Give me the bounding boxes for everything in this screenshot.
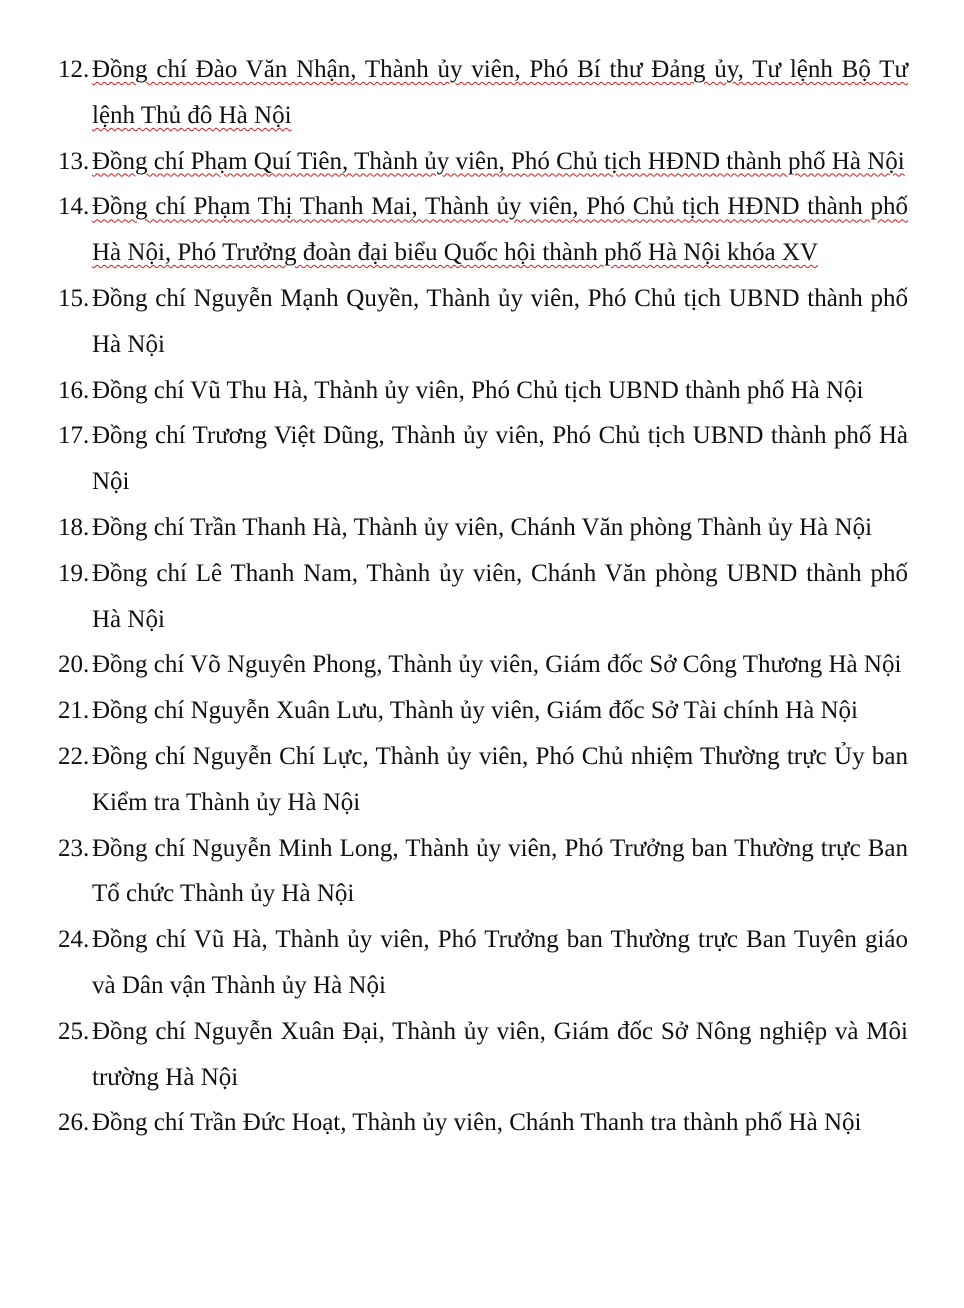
item-text[interactable]: Đồng chí Nguyễn Chí Lực, Thành ủy viên, Phó Chủ nhiệm Thường trực Ủy ban Kiểm tra Thành ủy Hà Nội [92, 742, 908, 816]
item-text[interactable]: Đồng chí Phạm Thị Thanh Mai, Thành ủy viên, Phó Chủ tịch HĐND thành phố Hà Nội, Phó Trưởng đoàn đại biểu Quốc hội thành phố Hà Nội khóa XV [92, 193, 908, 267]
list-item [58, 276, 908, 368]
item-number: 17. [58, 422, 90, 450]
item-number: 24. [58, 926, 90, 954]
item-number: 25. [58, 1017, 90, 1045]
list-item [58, 505, 908, 551]
member-list [58, 47, 908, 1146]
list-item [58, 642, 908, 688]
list-item [58, 1009, 908, 1101]
item-number: 12. [58, 56, 90, 83]
item-number: 22. [58, 742, 90, 770]
list-item [58, 413, 908, 505]
item-text[interactable]: Đồng chí Trương Việt Dũng, Thành ủy viên, Phó Chủ tịch UBND thành phố Hà Nội [92, 422, 908, 496]
item-text[interactable]: Đồng chí Trần Đức Hoạt, Thành ủy viên, Chánh Thanh tra thành phố Hà Nội [92, 1109, 862, 1137]
list-item [58, 826, 908, 918]
item-text[interactable]: Đồng chí Đào Văn Nhận, Thành ủy viên, Phó Bí thư Đảng ủy, Tư lệnh Bộ Tư lệnh Thủ đô Hà Nội [92, 56, 908, 129]
list-item [58, 184, 908, 276]
item-number: 23. [58, 834, 90, 862]
item-text[interactable]: Đồng chí Vũ Hà, Thành ủy viên, Phó Trưởng ban Thường trực Ban Tuyên giáo và Dân vận Thành ủy Hà Nội [92, 926, 908, 999]
list-item [58, 368, 908, 414]
list-item [58, 47, 908, 139]
list-item [58, 551, 908, 643]
item-text[interactable]: Đồng chí Trần Thanh Hà, Thành ủy viên, Chánh Văn phòng Thành ủy Hà Nội [92, 513, 873, 541]
item-text[interactable]: Đồng chí Nguyễn Xuân Lưu, Thành ủy viên, Giám đốc Sở Tài chính Hà Nội [92, 697, 858, 725]
item-text[interactable]: Đồng chí Nguyễn Mạnh Quyền, Thành ủy viên, Phó Chủ tịch UBND thành phố Hà Nội [92, 284, 908, 358]
item-number: 26. [58, 1109, 90, 1137]
list-item [58, 688, 908, 734]
item-number: 15. [58, 284, 90, 312]
list-item [58, 734, 908, 826]
item-number: 19. [58, 559, 90, 587]
item-text[interactable]: Đồng chí Vũ Thu Hà, Thành ủy viên, Phó Chủ tịch UBND thành phố Hà Nội [92, 376, 864, 404]
item-text[interactable]: Đồng chí Nguyễn Xuân Đại, Thành ủy viên, Giám đốc Sở Nông nghiệp và Môi trường Hà Nội [92, 1017, 908, 1091]
item-number: 14. [58, 193, 90, 221]
item-number: 16. [58, 376, 90, 404]
item-text[interactable]: Đồng chí Nguyễn Minh Long, Thành ủy viên, Phó Trưởng ban Thường trực Ban Tổ chức Thành ủy Hà Nội [92, 834, 908, 908]
item-number: 20. [58, 651, 90, 679]
item-text[interactable]: Đồng chí Võ Nguyên Phong, Thành ủy viên, Giám đốc Sở Công Thương Hà Nội [92, 651, 902, 679]
item-text[interactable]: Đồng chí Phạm Quí Tiên, Thành ủy viên, Phó Chủ tịch HĐND thành phố Hà Nội [92, 147, 905, 175]
list-item [58, 139, 908, 185]
list-item [58, 1100, 908, 1146]
item-number: 21. [58, 697, 90, 725]
item-number: 13. [58, 147, 90, 175]
list-item [58, 917, 908, 1009]
item-text[interactable]: Đồng chí Lê Thanh Nam, Thành ủy viên, Chánh Văn phòng UBND thành phố Hà Nội [92, 559, 908, 633]
item-number: 18. [58, 513, 90, 541]
